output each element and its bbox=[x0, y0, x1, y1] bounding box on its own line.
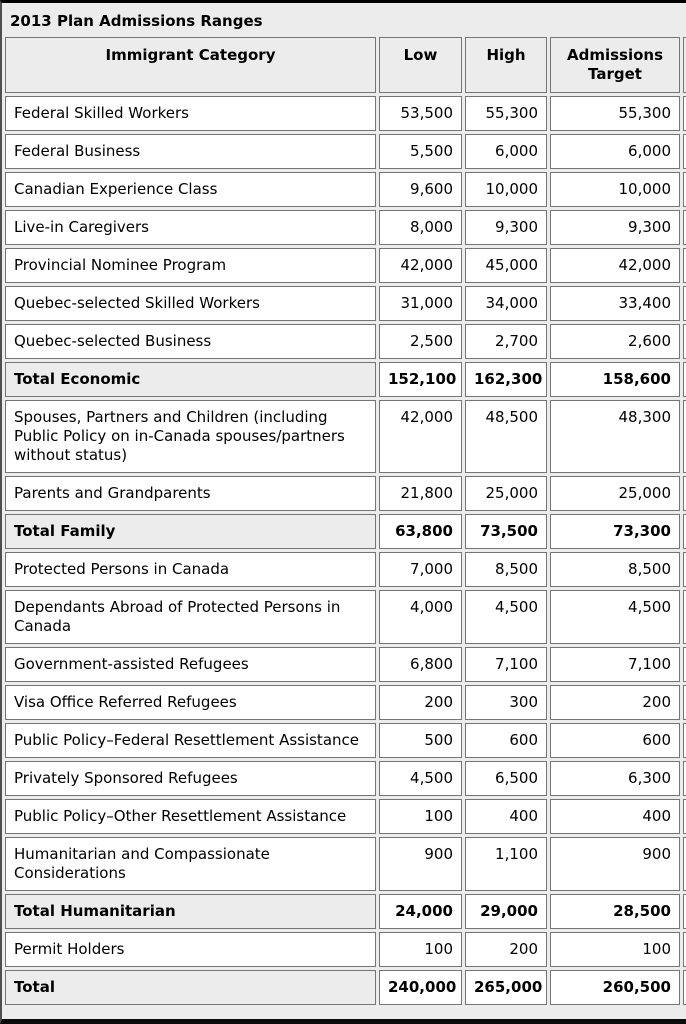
target-value-cell: 55,300 bbox=[550, 96, 680, 131]
low-value-cell: 21,800 bbox=[379, 476, 462, 511]
high-value-cell: 8,500 bbox=[465, 552, 547, 587]
low-value-cell: 42,000 bbox=[379, 248, 462, 283]
column-header-low: Low bbox=[379, 37, 462, 93]
target-value-cell: 73,300 bbox=[550, 514, 680, 549]
low-value-cell: 31,000 bbox=[379, 286, 462, 321]
target-value-cell: 900 bbox=[550, 837, 680, 891]
category-cell: Canadian Experience Class bbox=[5, 172, 376, 207]
category-cell: Humanitarian and Compassionate Considerations bbox=[5, 837, 376, 891]
table-row bbox=[5, 248, 686, 283]
low-value-cell: 240,000 bbox=[379, 970, 462, 1005]
target-value-cell: 100 bbox=[550, 932, 680, 967]
table-row bbox=[5, 837, 686, 891]
category-cell: Provincial Nominee Program bbox=[5, 248, 376, 283]
table-row bbox=[5, 96, 686, 131]
low-value-cell: 42,000 bbox=[379, 400, 462, 473]
table-row bbox=[5, 799, 686, 834]
low-value-cell: 24,000 bbox=[379, 894, 462, 929]
category-cell: Total bbox=[5, 970, 376, 1005]
low-value-cell: 152,100 bbox=[379, 362, 462, 397]
high-value-cell: 7,100 bbox=[465, 647, 547, 682]
category-cell: Government-assisted Refugees bbox=[5, 647, 376, 682]
target-value-cell: 260,500 bbox=[550, 970, 680, 1005]
high-value-cell: 4,500 bbox=[465, 590, 547, 644]
category-cell: Visa Office Referred Refugees bbox=[5, 685, 376, 720]
category-cell: Quebec-selected Business bbox=[5, 324, 376, 359]
low-value-cell: 4,000 bbox=[379, 590, 462, 644]
table-row bbox=[5, 590, 686, 644]
high-value-cell: 300 bbox=[465, 685, 547, 720]
admissions-table bbox=[2, 34, 686, 1008]
low-value-cell: 100 bbox=[379, 932, 462, 967]
table-row bbox=[5, 647, 686, 682]
high-value-cell: 6,500 bbox=[465, 761, 547, 796]
target-value-cell: 9,300 bbox=[550, 210, 680, 245]
high-value-cell: 162,300 bbox=[465, 362, 547, 397]
table-row bbox=[5, 552, 686, 587]
table-row bbox=[5, 172, 686, 207]
target-value-cell: 4,500 bbox=[550, 590, 680, 644]
low-value-cell: 9,600 bbox=[379, 172, 462, 207]
total-row bbox=[5, 362, 686, 397]
target-value-cell: 25,000 bbox=[550, 476, 680, 511]
target-value-cell: 42,000 bbox=[550, 248, 680, 283]
table-row bbox=[5, 324, 686, 359]
target-value-cell: 200 bbox=[550, 685, 680, 720]
category-cell: Total Humanitarian bbox=[5, 894, 376, 929]
high-value-cell: 45,000 bbox=[465, 248, 547, 283]
category-cell: Spouses, Partners and Children (including Public Policy on in-Canada spouses/partners without status) bbox=[5, 400, 376, 473]
table-body bbox=[5, 96, 686, 1005]
table-row bbox=[5, 286, 686, 321]
low-value-cell: 200 bbox=[379, 685, 462, 720]
low-value-cell: 4,500 bbox=[379, 761, 462, 796]
target-value-cell: 10,000 bbox=[550, 172, 680, 207]
high-value-cell: 600 bbox=[465, 723, 547, 758]
category-cell: Total Family bbox=[5, 514, 376, 549]
target-value-cell: 7,100 bbox=[550, 647, 680, 682]
category-cell: Privately Sponsored Refugees bbox=[5, 761, 376, 796]
high-value-cell: 29,000 bbox=[465, 894, 547, 929]
high-value-cell: 6,000 bbox=[465, 134, 547, 169]
table-row bbox=[5, 723, 686, 758]
target-value-cell: 6,000 bbox=[550, 134, 680, 169]
table-row bbox=[5, 685, 686, 720]
table-caption: 2013 Plan Admissions Ranges bbox=[10, 12, 263, 30]
low-value-cell: 8,000 bbox=[379, 210, 462, 245]
category-cell: Permit Holders bbox=[5, 932, 376, 967]
target-value-cell: 28,500 bbox=[550, 894, 680, 929]
column-header-admissions-target: Admissions Target bbox=[550, 37, 680, 93]
low-value-cell: 2,500 bbox=[379, 324, 462, 359]
high-value-cell: 34,000 bbox=[465, 286, 547, 321]
table-row bbox=[5, 400, 686, 473]
column-header-high: High bbox=[465, 37, 547, 93]
total-row bbox=[5, 894, 686, 929]
table-row bbox=[5, 210, 686, 245]
target-value-cell: 48,300 bbox=[550, 400, 680, 473]
high-value-cell: 10,000 bbox=[465, 172, 547, 207]
target-value-cell: 6,300 bbox=[550, 761, 680, 796]
category-cell: Federal Skilled Workers bbox=[5, 96, 376, 131]
low-value-cell: 7,000 bbox=[379, 552, 462, 587]
category-cell: Live-in Caregivers bbox=[5, 210, 376, 245]
category-cell: Public Policy–Other Resettlement Assistance bbox=[5, 799, 376, 834]
low-value-cell: 900 bbox=[379, 837, 462, 891]
high-value-cell: 1,100 bbox=[465, 837, 547, 891]
header-row bbox=[5, 37, 686, 93]
high-value-cell: 55,300 bbox=[465, 96, 547, 131]
total-row bbox=[5, 514, 686, 549]
low-value-cell: 100 bbox=[379, 799, 462, 834]
category-cell: Public Policy–Federal Resettlement Assistance bbox=[5, 723, 376, 758]
target-value-cell: 8,500 bbox=[550, 552, 680, 587]
high-value-cell: 200 bbox=[465, 932, 547, 967]
category-cell: Total Economic bbox=[5, 362, 376, 397]
target-value-cell: 158,600 bbox=[550, 362, 680, 397]
high-value-cell: 73,500 bbox=[465, 514, 547, 549]
table-row bbox=[5, 134, 686, 169]
table-row bbox=[5, 476, 686, 511]
high-value-cell: 265,000 bbox=[465, 970, 547, 1005]
category-cell: Parents and Grandparents bbox=[5, 476, 376, 511]
total-row bbox=[5, 970, 686, 1005]
high-value-cell: 9,300 bbox=[465, 210, 547, 245]
high-value-cell: 25,000 bbox=[465, 476, 547, 511]
high-value-cell: 48,500 bbox=[465, 400, 547, 473]
table-row bbox=[5, 761, 686, 796]
low-value-cell: 500 bbox=[379, 723, 462, 758]
low-value-cell: 5,500 bbox=[379, 134, 462, 169]
target-value-cell: 600 bbox=[550, 723, 680, 758]
target-value-cell: 2,600 bbox=[550, 324, 680, 359]
low-value-cell: 53,500 bbox=[379, 96, 462, 131]
category-cell: Quebec-selected Skilled Workers bbox=[5, 286, 376, 321]
high-value-cell: 400 bbox=[465, 799, 547, 834]
target-value-cell: 33,400 bbox=[550, 286, 680, 321]
low-value-cell: 6,800 bbox=[379, 647, 462, 682]
target-value-cell: 400 bbox=[550, 799, 680, 834]
column-header-immigrant-category: Immigrant Category bbox=[5, 37, 376, 93]
category-cell: Federal Business bbox=[5, 134, 376, 169]
high-value-cell: 2,700 bbox=[465, 324, 547, 359]
category-cell: Dependants Abroad of Protected Persons in Canada bbox=[5, 590, 376, 644]
low-value-cell: 63,800 bbox=[379, 514, 462, 549]
table-row bbox=[5, 932, 686, 967]
category-cell: Protected Persons in Canada bbox=[5, 552, 376, 587]
